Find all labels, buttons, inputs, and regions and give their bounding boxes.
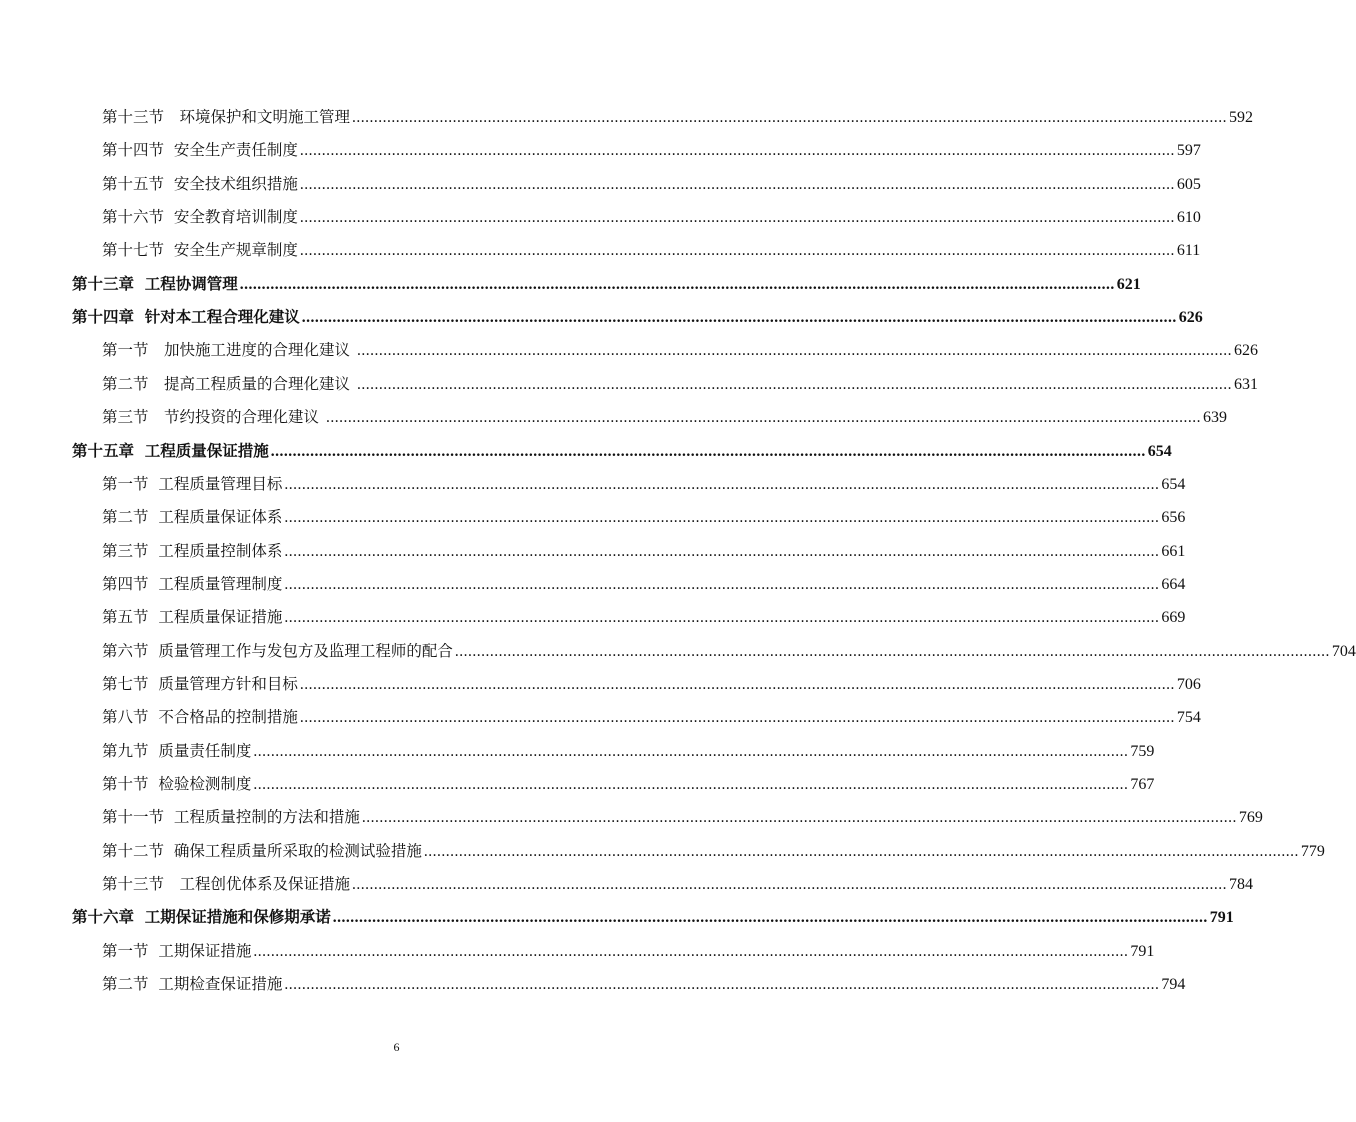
toc-section-entry[interactable] xyxy=(0,105,1254,129)
toc-entry-title: 第十一节 工程质量控制的方法和措施 xyxy=(102,808,360,827)
toc-entry-page: 639 xyxy=(1202,409,1227,427)
toc-entry-page: 791 xyxy=(1209,909,1234,927)
toc-entry-title: 第十二节 确保工程质量所采取的检测试验措施 xyxy=(102,841,422,860)
toc-entry-page: 767 xyxy=(1130,776,1155,793)
dot-leader: ........................................................................................................................................................................................................ xyxy=(356,375,1232,393)
toc-section-entry[interactable] xyxy=(0,772,1155,796)
toc-entry-page: 784 xyxy=(1229,876,1254,894)
toc-entry-page: 605 xyxy=(1176,175,1201,193)
dot-leader: ........................................................................................................................................................................................................ xyxy=(284,976,1160,994)
dot-leader: ........................................................................................................................................................................................................ xyxy=(356,342,1232,360)
toc-section-entry[interactable] xyxy=(0,839,1325,863)
toc-entry-title: 第一节 工期保证措施 xyxy=(102,941,252,960)
dot-leader: ........................................................................................................................................................................................................ xyxy=(325,409,1201,427)
toc-entry-page: 664 xyxy=(1161,575,1186,593)
dot-leader: ........................................................................................................................................................................................................ xyxy=(454,642,1330,660)
toc-entry-page: 669 xyxy=(1161,609,1186,627)
dot-leader: ........................................................................................................................................................................................................ xyxy=(284,609,1160,627)
toc-entry-page: 759 xyxy=(1130,742,1155,760)
toc-entry-title: 第五节 工程质量保证措施 xyxy=(102,608,283,627)
toc-entry-title: 第十三节 工程创优体系及保证措施 xyxy=(102,875,351,894)
toc-entry-page: 654 xyxy=(1161,475,1186,493)
dot-leader: ........................................................................................................................................................................................................ xyxy=(253,942,1129,960)
toc-entry-title: 第一节 工程质量管理目标 xyxy=(102,474,283,493)
dot-leader: ........................................................................................................................................................................................................ xyxy=(301,309,1177,327)
dot-leader: ........................................................................................................................................................................................................ xyxy=(239,275,1115,293)
toc-section-entry[interactable] xyxy=(0,138,1201,162)
dot-leader: ........................................................................................................................................................................................................ xyxy=(299,175,1175,193)
toc-section-entry[interactable] xyxy=(0,539,1186,563)
toc-entry-title: 第十六节 安全教育培训制度 xyxy=(102,208,298,227)
toc-entry-title: 第二节 提高工程质量的合理化建议 xyxy=(102,374,355,393)
dot-leader: ........................................................................................................................................................................................................ xyxy=(299,142,1175,160)
toc-section-entry[interactable] xyxy=(0,872,1254,896)
toc-entry-page: 626 xyxy=(1233,342,1258,360)
toc-entry-page: 631 xyxy=(1233,375,1258,393)
toc-section-entry[interactable] xyxy=(0,605,1186,629)
dot-leader: ........................................................................................................................................................................................................ xyxy=(299,242,1175,260)
toc-chapter-entry[interactable] xyxy=(0,439,1172,463)
toc-entry-page: 626 xyxy=(1178,309,1203,327)
toc-entry-title: 第六节 质量管理工作与发包方及监理工程师的配合 xyxy=(102,641,453,660)
toc-entry-title: 第十七节 安全生产规章制度 xyxy=(102,241,298,260)
dot-leader: ........................................................................................................................................................................................................ xyxy=(270,442,1146,460)
toc-section-entry[interactable] xyxy=(0,505,1186,529)
dot-leader: ........................................................................................................................................................................................................ xyxy=(284,475,1160,493)
toc-section-entry[interactable] xyxy=(0,572,1186,596)
toc-section-entry[interactable] xyxy=(0,972,1186,996)
dot-leader: ........................................................................................................................................................................................................ xyxy=(299,209,1175,227)
toc-section-entry[interactable] xyxy=(0,705,1201,729)
toc-entry-title: 第二节 工期检查保证措施 xyxy=(102,975,283,994)
toc-section-entry[interactable] xyxy=(0,205,1201,229)
toc-entry-title: 第十六章 工期保证措施和保修期承诺 xyxy=(72,907,331,927)
toc-entry-title: 第三节 节约投资的合理化建议 xyxy=(102,408,324,427)
toc-entry-title: 第十四节 安全生产责任制度 xyxy=(102,141,298,160)
toc-entry-title: 第三节 工程质量控制体系 xyxy=(102,541,283,560)
toc-entry-title: 第十三节 环境保护和文明施工管理 xyxy=(102,108,351,126)
dot-leader: ........................................................................................................................................................................................................ xyxy=(352,109,1228,126)
toc-entry-page: 791 xyxy=(1130,942,1155,960)
toc-entry-page: 592 xyxy=(1229,109,1254,126)
dot-leader: ........................................................................................................................................................................................................ xyxy=(299,709,1175,727)
toc-entry-page: 654 xyxy=(1147,442,1172,460)
toc-entry-page: 706 xyxy=(1176,675,1201,693)
toc-entry-title: 第一节 加快施工进度的合理化建议 xyxy=(102,341,355,360)
toc-section-entry[interactable] xyxy=(0,472,1186,496)
dot-leader: ........................................................................................................................................................................................................ xyxy=(352,876,1228,894)
toc-entry-page: 769 xyxy=(1238,809,1263,827)
toc-entry-page: 611 xyxy=(1176,242,1201,260)
dot-leader: ........................................................................................................................................................................................................ xyxy=(284,575,1160,593)
toc-entry-page: 597 xyxy=(1176,142,1201,160)
toc-entry-page: 656 xyxy=(1161,509,1186,527)
toc-entry-title: 第七节 质量管理方针和目标 xyxy=(102,674,298,693)
dot-leader: ........................................................................................................................................................................................................ xyxy=(253,776,1129,793)
toc-section-entry[interactable] xyxy=(0,405,1227,429)
dot-leader: ........................................................................................................................................................................................................ xyxy=(284,509,1160,527)
toc-entry-page: 754 xyxy=(1176,709,1201,727)
toc-section-entry[interactable] xyxy=(0,372,1258,396)
dot-leader: ........................................................................................................................................................................................................ xyxy=(284,542,1160,560)
toc-entry-title: 第十四章 针对本工程合理化建议 xyxy=(72,307,300,327)
toc-section-entry[interactable] xyxy=(0,739,1155,763)
toc-chapter-entry[interactable] xyxy=(0,905,1234,929)
toc-entry-title: 第九节 质量责任制度 xyxy=(102,741,252,760)
toc-entry-title: 第十三章 工程协调管理 xyxy=(72,273,238,293)
toc-section-entry[interactable] xyxy=(0,338,1258,362)
dot-leader: ........................................................................................................................................................................................................ xyxy=(332,909,1208,927)
toc-entry-page: 621 xyxy=(1116,275,1141,293)
toc-entry-title: 第四节 工程质量管理制度 xyxy=(102,574,283,593)
toc-section-entry[interactable] xyxy=(0,672,1201,696)
toc-chapter-entry[interactable] xyxy=(0,305,1203,329)
dot-leader: ........................................................................................................................................................................................................ xyxy=(253,742,1129,760)
toc-entry-title: 第二节 工程质量保证体系 xyxy=(102,508,283,527)
dot-leader: ........................................................................................................................................................................................................ xyxy=(361,809,1237,827)
toc-entry-page: 704 xyxy=(1331,642,1356,660)
dot-leader: ........................................................................................................................................................................................................ xyxy=(299,675,1175,693)
toc-section-entry[interactable] xyxy=(0,172,1201,196)
toc-section-entry[interactable] xyxy=(0,939,1155,963)
toc-section-entry[interactable] xyxy=(0,639,1356,663)
dot-leader: ........................................................................................................................................................................................................ xyxy=(423,842,1299,860)
toc-section-entry[interactable] xyxy=(0,805,1263,829)
toc-entry-title: 第十五节 安全技术组织措施 xyxy=(102,174,298,193)
toc-section-entry[interactable] xyxy=(0,238,1201,262)
toc-entry-page: 779 xyxy=(1300,842,1325,860)
toc-entry-title: 第十五章 工程质量保证措施 xyxy=(72,440,269,460)
toc-entry-title: 第八节 不合格品的控制措施 xyxy=(102,708,298,727)
page-number: 6 xyxy=(393,1040,400,1054)
toc-entry-page: 661 xyxy=(1161,542,1186,560)
toc-entry-title: 第十节 检验检测制度 xyxy=(102,775,252,793)
toc-entry-page: 794 xyxy=(1161,976,1186,994)
toc-entry-page: 610 xyxy=(1176,209,1201,227)
toc-chapter-entry[interactable] xyxy=(0,272,1141,296)
